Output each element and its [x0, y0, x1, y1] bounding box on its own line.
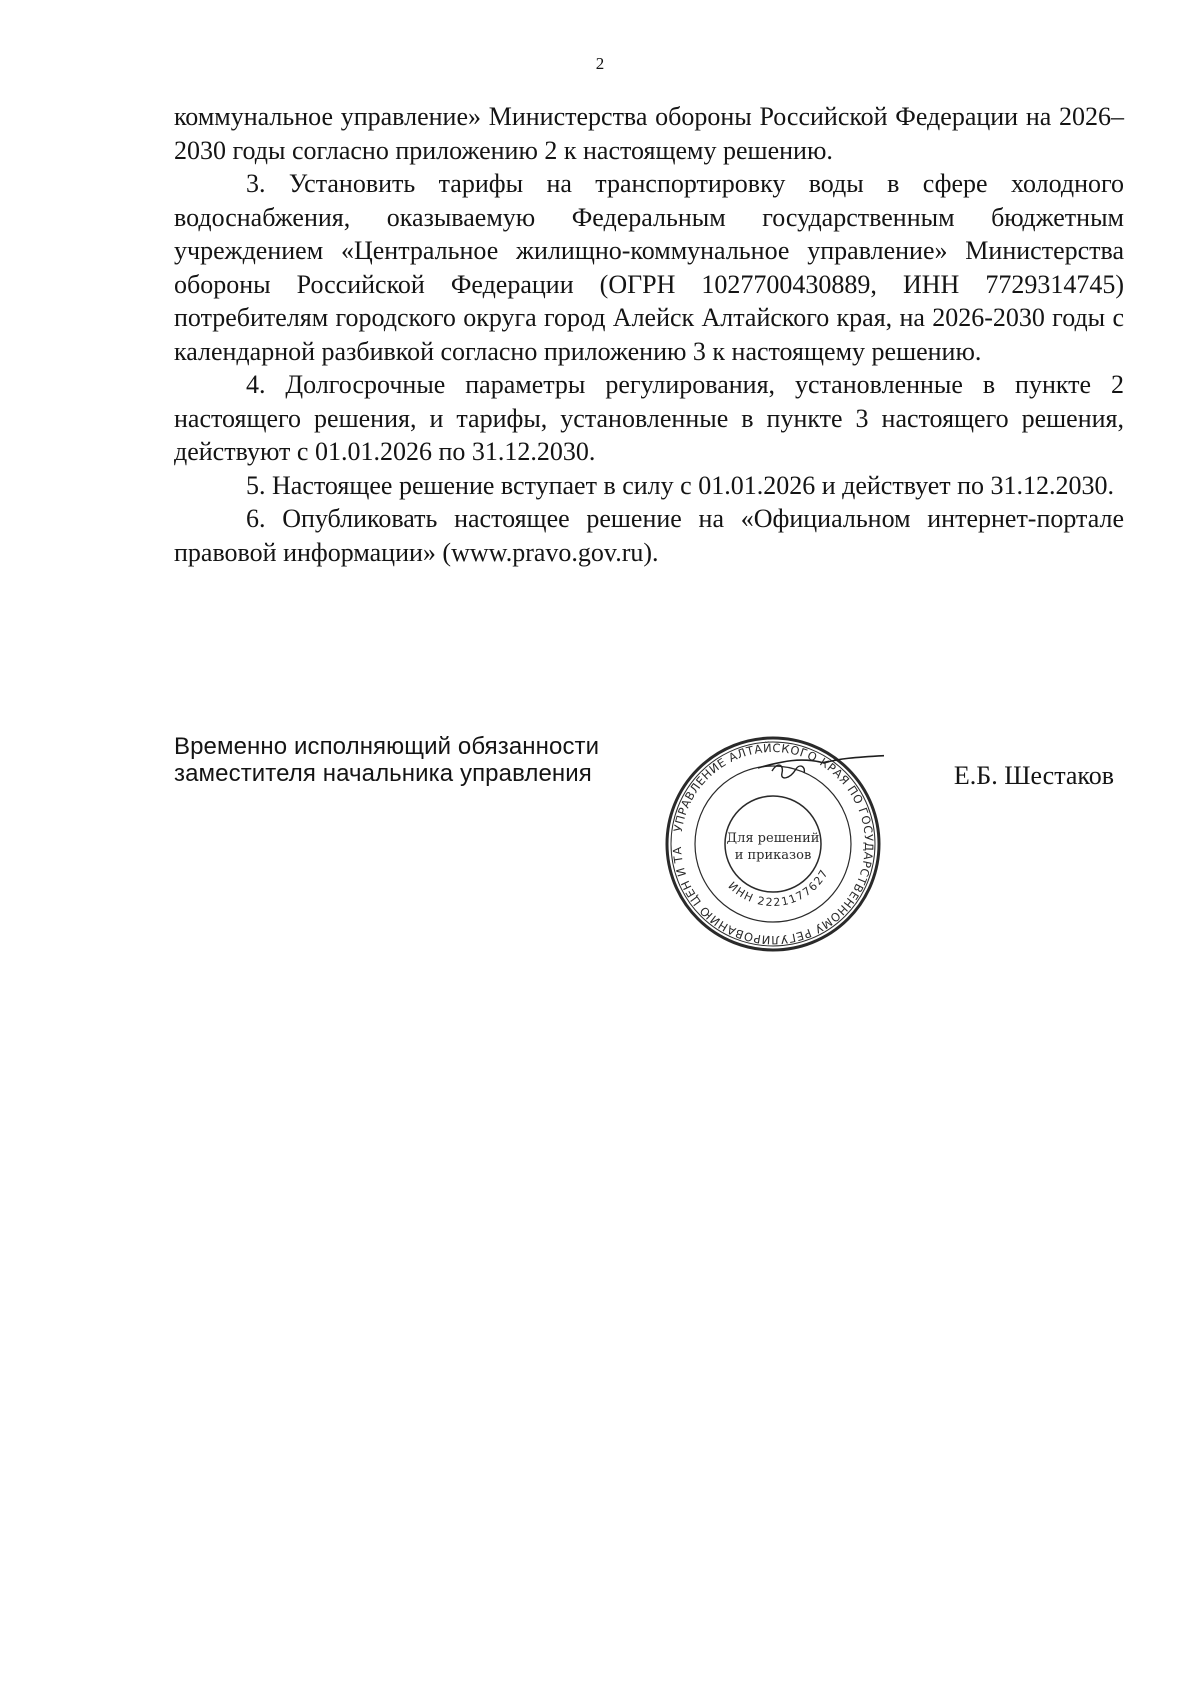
document-body [174, 100, 1124, 569]
seal-inn-text: ИНН 2221177627 [725, 866, 832, 910]
seal-center-line-2: и приказов [734, 848, 812, 863]
signatory-position-line-1: Временно исполняющий обязанности [174, 733, 600, 760]
paragraph-continued: коммунальное управление» Министерства обороны Российской Федерации на 2026–2030 годы согласно приложению 2 к настоящему решению. [174, 102, 1124, 165]
signature-block [174, 733, 1124, 953]
official-seal [662, 733, 884, 955]
seal-center-line-1: Для решений [726, 831, 820, 846]
signatory-position-line-2: заместителя начальника управления [174, 760, 592, 787]
paragraph-item-5: 5. Настоящее решение вступает в силу с 01.01.2026 и действует по 31.12.2030. [246, 470, 1115, 500]
paragraph-item-6: 6. Опубликовать настоящее решение на «Официальном интернет-портале правовой информации» (www.pravo.gov.ru). [174, 504, 1124, 567]
signatory-name: Е.Б. Шестаков [953, 761, 1114, 790]
paragraph-item-4: 4. Долгосрочные параметры регулирования, установленные в пункте 2 настоящего решения, и тарифы, установленные в пункте 3 настоящего решения, действуют с 01.01.2026 по 31.12.2030. [174, 370, 1124, 466]
signatory-position [174, 733, 599, 787]
page-number: 2 [595, 54, 605, 73]
seal-graphic [662, 733, 884, 955]
paragraph-item-3: 3. Установить тарифы на транспортировку воды в сфере холодного водоснабжения, оказываемую Федеральным государственным бюджетным учреждением «Центральное жилищно-коммунальное управление» Министерства обороны Российской Федерации (ОГРН 1027700430889, ИНН 7729314745) потребителям городского округа город Алейск Алтайского края, на 2026-2030 годы с календарной разбивкой согласно приложению 3 к настоящему решению. [174, 169, 1124, 366]
seal-outer-text: УПРАВЛЕНИЕ АЛТАЙСКОГО КРАЯ ПО ГОСУДАРСТВЕННОМУ РЕГУЛИРОВАНИЮ ЦЕН И ТА [669, 740, 877, 948]
